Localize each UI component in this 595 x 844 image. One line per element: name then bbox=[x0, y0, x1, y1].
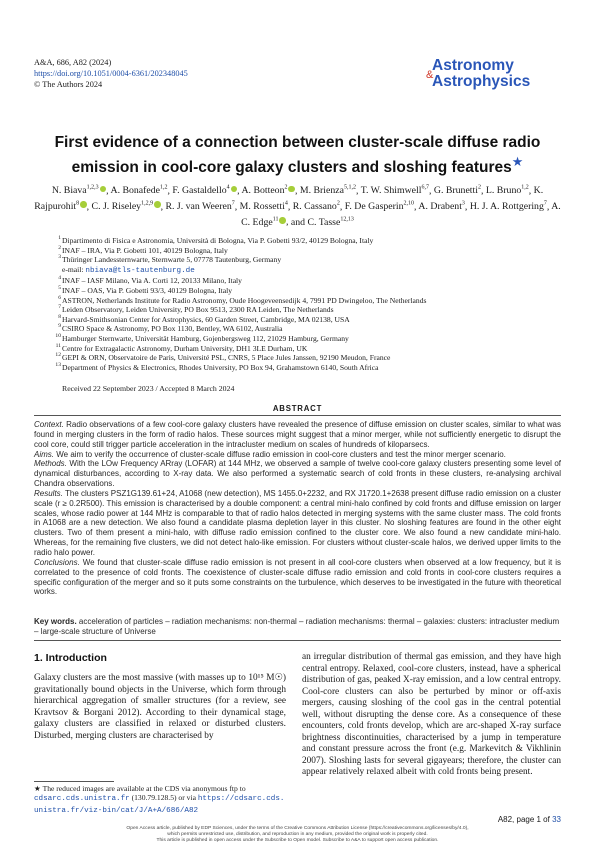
affiliation-text: Hamburger Sternwarte, Universität Hamburg, Gojenbergsweg 112, 21029 Hamburg, Germany bbox=[62, 333, 349, 343]
journal-name-line2: Astrophysics bbox=[432, 73, 531, 90]
abstract-label: Conclusions. bbox=[34, 557, 80, 567]
author bbox=[241, 185, 295, 196]
author bbox=[240, 201, 288, 212]
author bbox=[111, 185, 168, 196]
section-heading-introduction: 1. Introduction bbox=[34, 652, 107, 664]
author-affil-marks: 5,1,2 bbox=[343, 185, 356, 191]
author-affil-marks: 1,2,9 bbox=[141, 200, 154, 207]
author-affil-marks: 11 bbox=[272, 216, 279, 223]
footnote-text-b: (130.79.128.5) or via bbox=[131, 793, 196, 803]
author bbox=[345, 201, 414, 212]
affiliation bbox=[58, 313, 426, 325]
affiliation bbox=[58, 294, 427, 306]
author bbox=[470, 201, 547, 212]
author-affil-marks: 7 bbox=[543, 200, 547, 207]
orcid-icon[interactable] bbox=[80, 201, 87, 208]
author-name: A. Drabent bbox=[418, 200, 462, 212]
affiliation bbox=[55, 361, 426, 373]
intro-left-column: Galaxy clusters are the most massive (with masses up to 10¹⁵ M☉) gravitationally bound objects in the Universe, which form through hierarchical aggregation of smaller structures (for a review, see Kravtsov & Borgani 2012). According to their dynamical stage, galaxy clusters are classified in relaxed or disturbed clusters. Disturbed, merging clusters are characterised by bbox=[34, 673, 286, 741]
abstract-label: Methods. bbox=[34, 459, 67, 469]
affiliation-list bbox=[55, 235, 427, 372]
doi-link[interactable]: https://doi.org/10.1051/0004-6361/202348045 bbox=[34, 69, 188, 78]
abstract-text: With the LOw Frequency ARray (LOFAR) at 144 MHz, we observed a sample of twelve cool-core galaxy clusters presenting some level of dynamical disturbances, according to X-ray data. We also performed a systematic search of cold fronts in these clusters, re-analysing archival Chandra observations. bbox=[34, 459, 561, 489]
abstract-text: Radio observations of a few cool-core galaxy clusters have revealed the presence of diffuse emission on cluster scales, similar to what was found in merging clusters in the form of radio halos. These sources might suggest that a minor merger, while not sufficiently energetic to disrupt the cool core, could still trigger particle acceleration in the intracluster medium on scales of hundreds of kiloparsecs. bbox=[34, 420, 561, 449]
affiliation bbox=[55, 342, 426, 354]
affiliation bbox=[58, 323, 426, 334]
paper-title-text: First evidence of a connection between cluster-scale diffuse radio emission in cool-core galaxy clusters and sloshing features bbox=[54, 134, 541, 177]
author-name: G. Brunetti bbox=[433, 185, 478, 197]
author-list: N. Biava$^{1,2,3}$ , A. Bonafede$^{1,2}$, F. Gastaldello$^4$ , A. Botteon$^2$ , M. Brienza$^{5,1,2}$, T. W. Shimwell$^{6,7}$, G. Brunetti$^2$, L. Bruno$^{1,2}$, K. Rajpurohit$^8$ , C. J. Riseley$^{1,2,9}$ , R. J. van Weeren$^7$, M. Rossetti$^4$, R. Cassano$^2$, F. De Gasperin$^{2,10}$, A. Drabent$^3$, H. J. A. Rottgering$^7$, A. C. Edge$^{11}$ , and C. Tasse$^{12,13}$ bbox=[34, 185, 561, 228]
affiliation bbox=[62, 265, 426, 277]
affiliation-number: 6 bbox=[58, 294, 61, 301]
author-name: and C. Tasse bbox=[290, 216, 341, 228]
author-name: A. Botteon bbox=[241, 185, 285, 197]
author-affil-marks: 1,2 bbox=[160, 185, 168, 191]
orcid-icon[interactable] bbox=[100, 186, 107, 193]
author bbox=[434, 185, 481, 196]
affiliation-number: 10 bbox=[55, 332, 61, 339]
author-affil-marks: 4 bbox=[284, 200, 288, 207]
author-affil-marks: 3 bbox=[461, 200, 465, 207]
author-name: F. De Gasperin bbox=[344, 200, 404, 212]
license-line-1: Open Access article, published by EDP Sciences, under the terms of the Creative Commons Attribution License (https://creativecommons.org/licenses/by/4.0), bbox=[126, 826, 469, 831]
affiliation bbox=[55, 352, 426, 363]
affiliation-text: Department of Physics & Electronics, Rhodes University, PO Box 94, Grahamstown 6140, South Africa bbox=[62, 362, 379, 372]
footnote-star: ★ bbox=[34, 784, 41, 793]
page-number bbox=[498, 815, 561, 824]
abstract-top-rule bbox=[34, 415, 561, 416]
affiliation-text: Dipartimento di Fisica e Astronomia, Università di Bologna, Via P. Gobetti 93/2, 40129 Bologna, Italy bbox=[62, 236, 374, 245]
license-notice bbox=[34, 826, 561, 844]
abstract-body bbox=[34, 420, 561, 597]
author-affil-marks: 2 bbox=[336, 200, 340, 207]
footnote-rule bbox=[34, 781, 114, 782]
author-name: A. C. Edge bbox=[241, 200, 561, 228]
license-line-2: which permits unrestricted use, distribution, and reproduction in any medium, provided the original work is properly cited. bbox=[167, 832, 428, 837]
author bbox=[293, 201, 340, 212]
keywords bbox=[34, 617, 561, 637]
intro-right-column: an irregular distribution of thermal gas emission, and they have high central entropy. Relaxed, cool-core clusters, instead, have a spherical distribution of gas, peaked X-ray emission, and a low central entropy. Cool-core clusters can also be perturbed by minor or off-axis mergers, causing sloshing of the cool gas in the central potential well, without disrupting the dense core. As a consequence of these encounters, cold fronts develop, which are arc-shaped X-ray surface brightness discontinuities, characterised by a jump in temperature and constant pressure across the front (e.g. Markevitch & Vikhlinin 2007). Sloshing lasts for several gigayears; therefore, the cluster can appear relatively relaxed albeit with cold fronts being present. bbox=[302, 652, 561, 777]
author-name: H. J. A. Rottgering bbox=[469, 200, 544, 212]
journal-ampersand: & bbox=[426, 69, 434, 81]
affiliation-text: e-mail: bbox=[62, 264, 86, 274]
author-affil-marks: 7 bbox=[231, 200, 235, 207]
affiliation-text: Thüringer Landessternwarte, Sternwarte 5, 07778 Tautenburg, Germany bbox=[62, 255, 282, 265]
affiliation bbox=[58, 304, 426, 315]
abstract-text: The clusters PSZ1G139.61+24, A1068 (new detection), MS 1455.0+2232, and RX J1720.1+2638 present diffuse radio emission on a cluster scale (r ≥ 0.2R500). This emission is characterised by a double component: a central mini-halo confined by cold fronts and diffuse emission on larger scales, whose radio power at 144 MHz is comparable to that of radio halos detected in merging systems with the same cluster mass. The cold fronts in A1068 are a new detection. We also found a candidate plasma depletion layer in this cluster. No sloshing features are found in the other eight clusters. Two of them present a mini-halo, with diffuse radio emission confined to the cluster core. We also found a new candidate mini-halo. Whereas, for the remaining five clusters, we did not detect halo-like emission. For clusters without cluster-scale halos, we derived upper limits to the radio halo power. bbox=[34, 488, 562, 557]
author-name: T. W. Shimwell bbox=[360, 185, 422, 197]
affiliation bbox=[58, 244, 426, 256]
affiliation-number: 13 bbox=[55, 361, 61, 368]
author-name: N. Biava bbox=[51, 185, 87, 197]
author bbox=[300, 185, 356, 196]
orcid-icon[interactable] bbox=[231, 186, 238, 193]
abstract-text: We found that cluster-scale diffuse radio emission is not present in all cool-core clusters when observed at a low frequency, but it is correlated to the presence of cold fronts. The coexistence of cluster-scale diffuse radio emission and cold fronts in cool-core clusters requires a specific configuration of the merger and so it puts some constraints on the turbulence, which deserves to be investigated in the future with theoretical works. bbox=[34, 557, 561, 597]
copyright: © The Authors 2024 bbox=[34, 80, 103, 89]
footnote-text-a: The reduced images are available at the CDS via anonymous ftp to bbox=[42, 784, 246, 793]
footnote-cds-link[interactable]: https://cdsarc.cds.unistra.fr/viz-bin/cat/J/A+A/686/A82 bbox=[34, 795, 285, 815]
abstract-heading: ABSTRACT bbox=[272, 404, 323, 413]
author-name: L. Bruno bbox=[485, 185, 522, 197]
journal-name-line1: Astronomy bbox=[432, 57, 514, 74]
author-affil-marks: 2 bbox=[477, 185, 481, 191]
affiliation bbox=[58, 284, 426, 296]
author-name: M. Brienza bbox=[299, 185, 344, 197]
affiliation-text: Centre for Extragalactic Astronomy, Durham University, DH1 3LE Durham, UK bbox=[62, 343, 308, 353]
received-dates: Received 22 September 2023 / Accepted 8 March 2024 bbox=[62, 384, 235, 393]
journal-logo bbox=[426, 57, 562, 90]
author-name: F. Gastaldello bbox=[172, 185, 227, 197]
paper-title bbox=[34, 133, 561, 177]
affiliation-text: Leiden Observatory, Leiden University, PO Box 9513, 2300 RA Leiden, The Netherlands bbox=[62, 305, 334, 315]
title-footnote-star[interactable]: ★ bbox=[511, 154, 524, 169]
page-total-link[interactable]: 33 bbox=[552, 815, 561, 824]
affiliation-number: 2 bbox=[58, 244, 61, 251]
abstract-paragraph bbox=[34, 558, 561, 597]
affiliation-text: INAF – OAS, Via P. Gobetti 93/3, 40129 Bologna, Italy bbox=[62, 285, 233, 295]
abstract-paragraph bbox=[34, 459, 561, 489]
footnote bbox=[34, 784, 286, 816]
author-affil-marks: 8 bbox=[76, 200, 80, 207]
affiliation-number: 11 bbox=[55, 342, 61, 349]
orcid-icon[interactable] bbox=[279, 217, 286, 224]
footnote-ftp-link[interactable]: cdsarc.cds.unistra.fr bbox=[34, 795, 130, 804]
author bbox=[165, 201, 234, 212]
author bbox=[291, 217, 354, 228]
affiliation-number: 1 bbox=[58, 235, 61, 241]
author-affil-marks: 2,10 bbox=[403, 200, 415, 207]
affiliation-number: 5 bbox=[58, 284, 61, 291]
license-line-3: This article is published in open access under the Subscribe to Open model. Subscribe to A&A to support open access publication. bbox=[156, 838, 439, 843]
author-name: M. Rossetti bbox=[239, 200, 285, 212]
affiliation bbox=[55, 332, 426, 344]
author-name: C. J. Riseley bbox=[91, 200, 142, 212]
affiliation-text: CSIRO Space & Astronomy, PO Box 1130, Bentley, WA 6102, Australia bbox=[62, 324, 283, 334]
affiliation-text: INAF – IASF Milano, Via A. Corti 12, 20133 Milano, Italy bbox=[62, 276, 242, 286]
author-affil-marks: 2 bbox=[284, 185, 288, 191]
abstract-paragraph bbox=[34, 420, 561, 450]
keywords-text: acceleration of particles – radiation mechanisms: non-thermal – radiation mechanisms: thermal – galaxies: clusters: intracluster medium – large-scale structure of Universe bbox=[34, 617, 560, 636]
author-affil-marks: 1,2,3 bbox=[86, 185, 99, 191]
email-link[interactable]: nbiava@tls-tautenburg.de bbox=[85, 266, 195, 275]
abstract-text: We aim to verify the occurrence of cluster-scale diffuse radio emission in cool-core clusters and test the minor merger scenario. bbox=[56, 449, 506, 459]
abstract-paragraph bbox=[34, 489, 561, 558]
abstract-paragraph bbox=[34, 450, 561, 460]
affiliation bbox=[58, 275, 426, 286]
author-name: R. J. van Weeren bbox=[165, 200, 232, 212]
affiliation-text: Harvard-Smithsonian Center for Astrophysics, 60 Garden Street, Cambridge, MA 02138, USA bbox=[62, 314, 350, 324]
abstract-label: Aims. bbox=[34, 449, 54, 459]
author bbox=[172, 185, 237, 196]
citation: A&A, 686, A82 (2024) bbox=[34, 58, 112, 67]
affiliation-text: GEPI & ORN, Observatoire de Paris, Université PSL, CNRS, 5 Place Jules Janssen, 92190 Meudon, France bbox=[62, 353, 391, 363]
author-name: R. Cassano bbox=[292, 200, 337, 212]
author bbox=[52, 185, 106, 196]
author bbox=[418, 201, 465, 212]
keywords-label: Key words. bbox=[34, 617, 77, 626]
affiliation-text: ASTRON, Netherlands Institute for Radio Astronomy, Oude Hoogeveensedijk 4, 7991 PD Dwingeloo, The Netherlands bbox=[62, 295, 427, 305]
orcid-icon[interactable] bbox=[154, 201, 161, 208]
author-name: A. Bonafede bbox=[110, 185, 161, 197]
author bbox=[361, 185, 429, 196]
orcid-icon[interactable] bbox=[288, 186, 295, 193]
author-affil-marks: 6,7 bbox=[421, 185, 429, 191]
abstract-label: Context. bbox=[34, 420, 64, 429]
affiliation-number: 3 bbox=[58, 254, 61, 261]
affiliation bbox=[58, 254, 426, 265]
author-affil-marks: 4 bbox=[226, 185, 230, 191]
affiliation-number: 9 bbox=[58, 323, 61, 330]
affiliation bbox=[58, 235, 426, 246]
author bbox=[92, 201, 161, 212]
affiliation-text: INAF – IRA, Via P. Gobetti 101, 40129 Bologna, Italy bbox=[62, 245, 228, 255]
author bbox=[486, 185, 529, 196]
author-affil-marks: 1,2 bbox=[521, 185, 529, 191]
affiliation-number: 8 bbox=[58, 313, 61, 320]
abstract-bottom-rule bbox=[34, 640, 561, 641]
author-affil-marks: 12,13 bbox=[340, 216, 354, 223]
affiliation-number: 4 bbox=[58, 275, 61, 282]
author-name: K. Rajpurohit bbox=[34, 185, 544, 212]
affiliation-number: 12 bbox=[55, 352, 61, 359]
page-number-label: A82, page 1 of bbox=[497, 815, 550, 824]
abstract-label: Results. bbox=[34, 488, 63, 498]
affiliation-number: 7 bbox=[58, 304, 61, 311]
